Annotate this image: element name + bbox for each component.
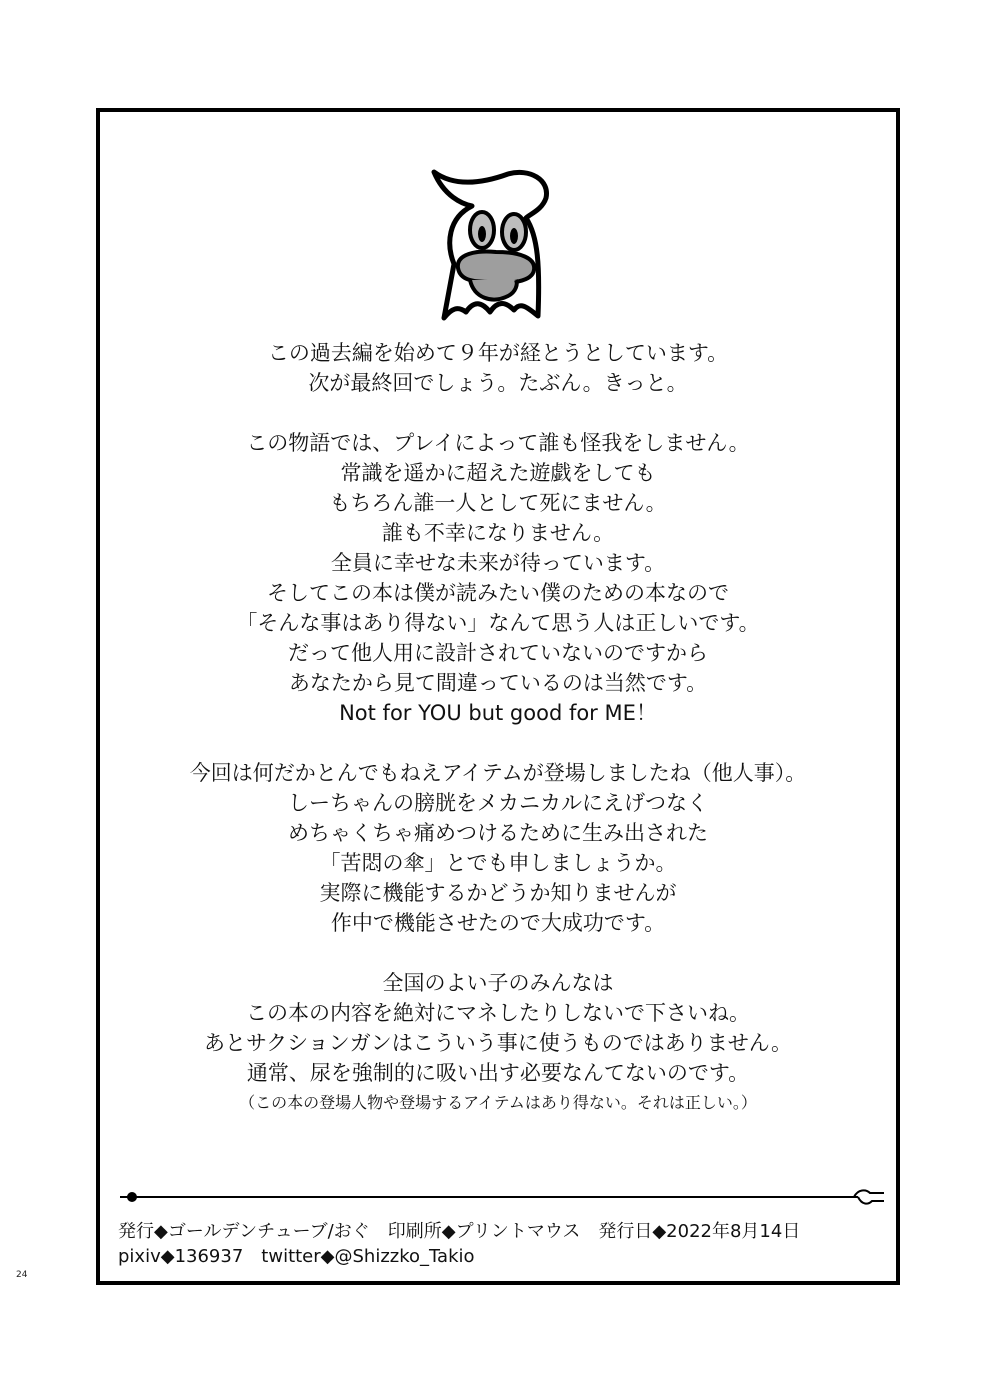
paragraph-3: [100, 758, 896, 938]
text-line: この本の内容を絶対にマネしたりしないで下さいね。: [246, 1001, 750, 1025]
text-line: 「苦悶の傘」とでも申しましょうか。: [319, 851, 677, 875]
text-line: 「そんな事はあり得ない」なんて思う人は正しいです。: [236, 611, 760, 635]
text-line: 作中で機能させたので大成功です。: [330, 911, 666, 935]
text-line: 次が最終回でしょう。たぶん。きっと。: [308, 371, 688, 395]
text-line: 全国のよい子のみんなは: [382, 971, 614, 995]
ghost-duck-mascot-icon: [426, 166, 556, 322]
paragraph-4: [100, 968, 896, 1118]
text-line: 常識を遥かに超えた遊戯をしても: [340, 461, 656, 485]
publication-info: 発行◆ゴールデンチューブ/おぐ 印刷所◆プリントマウス 発行日◆2022年8月14日: [118, 1221, 801, 1242]
text-line: もちろん誰一人として死にません。: [329, 491, 667, 515]
text-line: 誰も不幸になりません。: [381, 521, 615, 545]
text-note: （この本の登場人物や登場するアイテムはあり得ない。それは正しい。）: [239, 1093, 757, 1112]
text-line: 通常、尿を強制的に吸い出す必要なんてないのです。: [246, 1061, 750, 1085]
text-line: 全員に幸せな未来が待っています。: [330, 551, 666, 575]
text-line: この過去編を始めて９年が経とうとしています。: [267, 341, 729, 365]
page-frame: [96, 108, 900, 1285]
text-line: しーちゃんの膀胱をメカニカルにえげつなく: [288, 791, 708, 815]
text-line: めちゃくちゃ痛めつけるために生み出された: [288, 821, 708, 845]
colophon: [118, 1219, 800, 1269]
paragraph-2: [100, 428, 896, 728]
page-number: 24: [16, 1270, 28, 1280]
social-links: pixiv◆136937 twitter◆@Shizzko_Takio: [118, 1246, 475, 1267]
text-line: 今回は何だかとんでもねえアイテムが登場しましたね（他人事）。: [189, 761, 807, 785]
text-line: そしてこの本は僕が読みたい僕のための本なので: [267, 581, 729, 605]
text-line: あとサクションガンはこういう事に使うものではありません。: [204, 1031, 792, 1055]
text-line: 実際に機能するかどうか知りませんが: [319, 881, 677, 905]
afterword-text: [100, 338, 896, 1148]
paragraph-1: [100, 338, 896, 398]
text-line: この物語では、プレイによって誰も怪我をしません。: [246, 431, 750, 455]
text-line: あなたから見て間違っているのは当然です。: [288, 671, 708, 695]
text-line: Not for YOU but good for ME！: [339, 701, 657, 725]
wand-divider-icon: [118, 1185, 886, 1209]
text-line: だって他人用に設計されていないのですから: [288, 641, 708, 665]
